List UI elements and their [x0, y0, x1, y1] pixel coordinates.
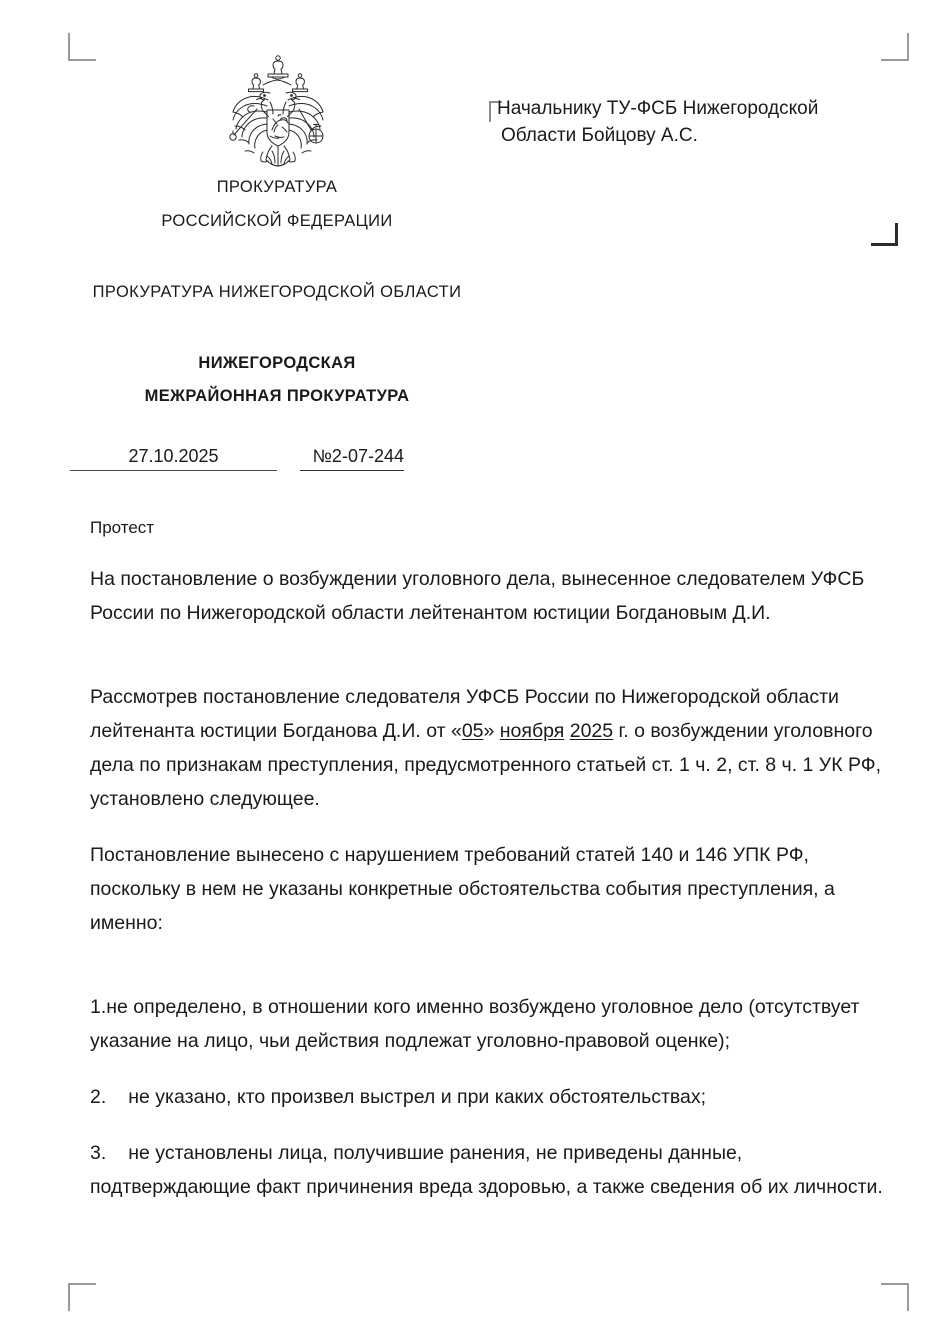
crop-mark-bottom-right: [881, 1283, 909, 1311]
letterhead-line-3: ПРОКУРАТУРА НИЖЕГОРОДСКОЙ ОБЛАСТИ: [92, 282, 462, 301]
violation-paragraph: Постановление вынесено с нарушением требований статей 140 и 146 УПК РФ, поскольку в нем не указаны конкретные обстоятельства события преступления, а именно:: [90, 844, 835, 934]
list-item: [90, 1136, 890, 1204]
document-meta-row: [70, 443, 890, 473]
list-item-marker: 2.: [90, 1086, 107, 1108]
list-item-marker: 1.: [90, 996, 107, 1018]
list-item-marker: 3.: [90, 1142, 107, 1164]
letterhead-line-5: МЕЖРАЙОННАЯ ПРОКУРАТУРА: [144, 386, 410, 405]
crop-mark-top-left: [68, 33, 96, 61]
letterhead-block: [62, 178, 492, 406]
letterhead-line-4: НИЖЕГОРОДСКАЯ: [198, 353, 356, 372]
addressee-line-2: Области Бойцову А.С.: [501, 125, 698, 146]
document-title: Протест: [90, 518, 155, 537]
crop-mark-inner-right: [871, 223, 898, 246]
addressee-block: [497, 95, 887, 149]
order-month-field[interactable]: ноября: [499, 720, 565, 742]
document-body: [90, 516, 890, 1226]
reviewed-paragraph: [90, 680, 890, 816]
addressee-line-1: Начальнику ТУ-ФСБ Нижегородской: [497, 98, 819, 119]
coat-of-arms-icon: [216, 52, 340, 180]
subject-line-2: УФСБ России по Нижегородской области лейтенантом юстиции Богдановым Д.И.: [90, 568, 865, 624]
crop-mark-top-right: [881, 33, 909, 61]
crop-mark-bottom-left: [68, 1283, 96, 1311]
subject-line-1: На постановление о возбуждении уголовного дела, вынесенное следователем: [90, 568, 806, 590]
list-item-text: не определено, в отношении кого именно возбуждено уголовное дело (отсутствует указание на лицо, чьи действия подлежат уголовно-правовой оценке);: [90, 996, 860, 1052]
list-item: [90, 1080, 890, 1114]
reviewed-text-part-4: г. о возбуждении уголовного дела по признакам преступления, предусмотренного статьей ст. 1 ч. 2, ст. 8 ч. 1 УК РФ, установлено следующее.: [90, 720, 881, 810]
reviewed-text-part-2: »: [483, 720, 500, 742]
letterhead-line-2: РОССИЙСКОЙ ФЕДЕРАЦИИ: [161, 211, 393, 230]
list-item-text: не указано, кто произвел выстрел и при каких обстоятельствах;: [128, 1086, 707, 1108]
list-item: [90, 990, 890, 1058]
document-number-field[interactable]: №2-07-244: [300, 443, 404, 471]
reviewed-text-part-1: Рассмотрев постановление следователя УФСБ России по Нижегородской области лейтенанта юстиции Богданова Д.И. от «: [90, 686, 839, 742]
list-item-text: не установлены лица, получившие ранения, не приведены данные, подтверждающие факт причинения вреда здоровью, а также сведения об их личности.: [90, 1142, 883, 1198]
order-year-field[interactable]: 2025: [569, 720, 614, 742]
document-date-field[interactable]: 27.10.2025: [70, 443, 277, 471]
letterhead-line-1: ПРОКУРАТУРА: [216, 178, 338, 196]
order-day-field[interactable]: 05: [461, 720, 484, 742]
subject-paragraph: [90, 562, 890, 630]
